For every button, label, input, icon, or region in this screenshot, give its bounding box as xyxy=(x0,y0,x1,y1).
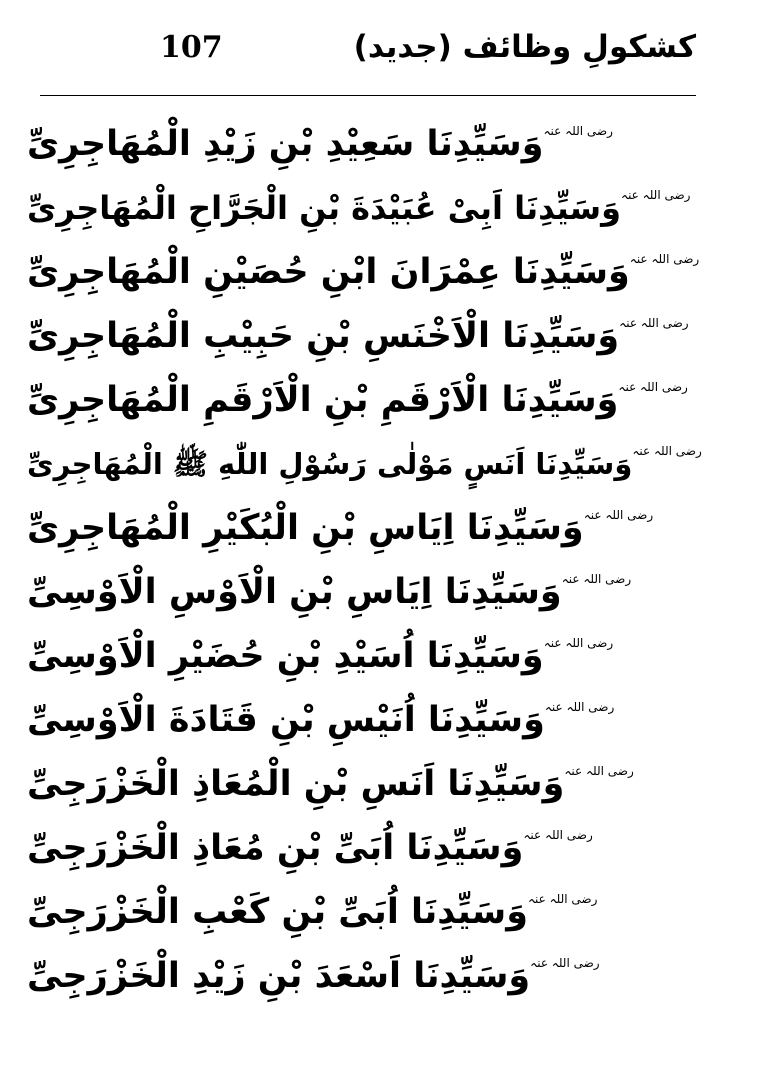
invocation-text: وَسَیِّدِنَا اَسْعَدَ بْنِ زَیْدِ الْخَزْرَجِیِّ xyxy=(27,956,531,996)
invocation-line xyxy=(27,496,707,560)
page-number: 107 xyxy=(160,30,223,65)
invocation-line xyxy=(27,560,707,624)
invocation-text: وَسَیِّدِنَا الْاَخْنَسِ بْنِ حَبِیْبِ الْمُهَاجِرِیِّ xyxy=(27,316,620,356)
invocation-text: وَسَیِّدِنَا اُبَیِّ بْنِ مُعَاذِ الْخَزْرَجِیِّ xyxy=(27,828,524,868)
honorific-mark: رضی اللہ عنہ xyxy=(561,572,632,586)
honorific-mark: رضی اللہ عنہ xyxy=(619,316,689,330)
invocation-line xyxy=(27,688,707,752)
honorific-mark: رضی اللہ عنہ xyxy=(618,380,688,394)
honorific-mark: رضی اللہ عنہ xyxy=(629,252,700,266)
invocation-text: وَسَیِّدِنَا اِیَاسِ بْنِ الْبُکَیْرِ الْمُهَاجِرِیِّ xyxy=(27,508,584,548)
invocation-text: وَسَیِّدِنَا اِیَاسِ بْنِ الْاَوْسِ الْاَوْسِیِّ xyxy=(27,572,562,612)
honorific-mark: رضی اللہ عنہ xyxy=(530,956,600,970)
invocation-line xyxy=(27,944,707,1008)
invocation-text: وَسَیِّدِنَا اَنَسٍ مَوْلٰی رَسُوْلِ اللّٰهِ ﷺ الْمُهَاجِرِیِّ xyxy=(27,447,633,481)
invocation-line xyxy=(27,240,707,304)
invocation-line xyxy=(27,432,707,496)
invocation-line xyxy=(27,304,707,368)
invocation-list xyxy=(27,112,707,1008)
invocation-line xyxy=(27,752,707,816)
honorific-mark: رضی اللہ عنہ xyxy=(632,444,702,458)
honorific-mark: رضی اللہ عنہ xyxy=(543,636,614,650)
honorific-mark: رضی اللہ عنہ xyxy=(544,700,615,714)
invocation-line xyxy=(27,880,707,944)
honorific-mark: رضی اللہ عنہ xyxy=(543,124,613,138)
invocation-line xyxy=(27,368,707,432)
invocation-line xyxy=(27,176,707,240)
invocation-text: وَسَیِّدِنَا اَنَسِ بْنِ الْمُعَاذِ الْخَزْرَجِیِّ xyxy=(27,764,565,804)
invocation-line xyxy=(27,816,707,880)
honorific-mark: رضی اللہ عنہ xyxy=(583,508,654,522)
invocation-text: وَسَیِّدِنَا اُسَیْدِ بْنِ حُضَیْرِ الْاَوْسِیِّ xyxy=(27,636,544,676)
honorific-mark: رضی اللہ عنہ xyxy=(527,892,598,906)
honorific-mark: رضی اللہ عنہ xyxy=(523,828,593,842)
invocation-line xyxy=(27,624,707,688)
invocation-text: وَسَیِّدِنَا اَبِیْ عُبَیْدَةَ بْنِ الْجَرَّاحِ الْمُهَاجِرِیِّ xyxy=(27,189,622,227)
invocation-text: وَسَیِّدِنَا سَعِیْدِ بْنِ زَیْدِ الْمُهَاجِرِیِّ xyxy=(27,124,544,164)
invocation-text: وَسَیِّدِنَا اُبَیِّ بْنِ کَعْبِ الْخَزْرَجِیِّ xyxy=(27,892,528,932)
page-header xyxy=(40,22,696,82)
header-divider xyxy=(40,95,696,96)
invocation-text: وَسَیِّدِنَا عِمْرَانَ ابْنِ حُصَیْنِ الْمُهَاجِرِیِّ xyxy=(27,252,630,292)
honorific-mark: رضی اللہ عنہ xyxy=(564,764,634,778)
invocation-text: وَسَیِّدِنَا اُنَیْسِ بْنِ قَتَادَةَ الْاَوْسِیِّ xyxy=(27,700,545,740)
book-title: كشكولِ وظائف (جدید) xyxy=(353,29,696,65)
honorific-mark: رضی اللہ عنہ xyxy=(621,188,691,202)
invocation-line xyxy=(27,112,707,176)
invocation-text: وَسَیِّدِنَا الْاَرْقَمِ بْنِ الْاَرْقَمِ الْمُهَاجِرِیِّ xyxy=(27,380,619,420)
